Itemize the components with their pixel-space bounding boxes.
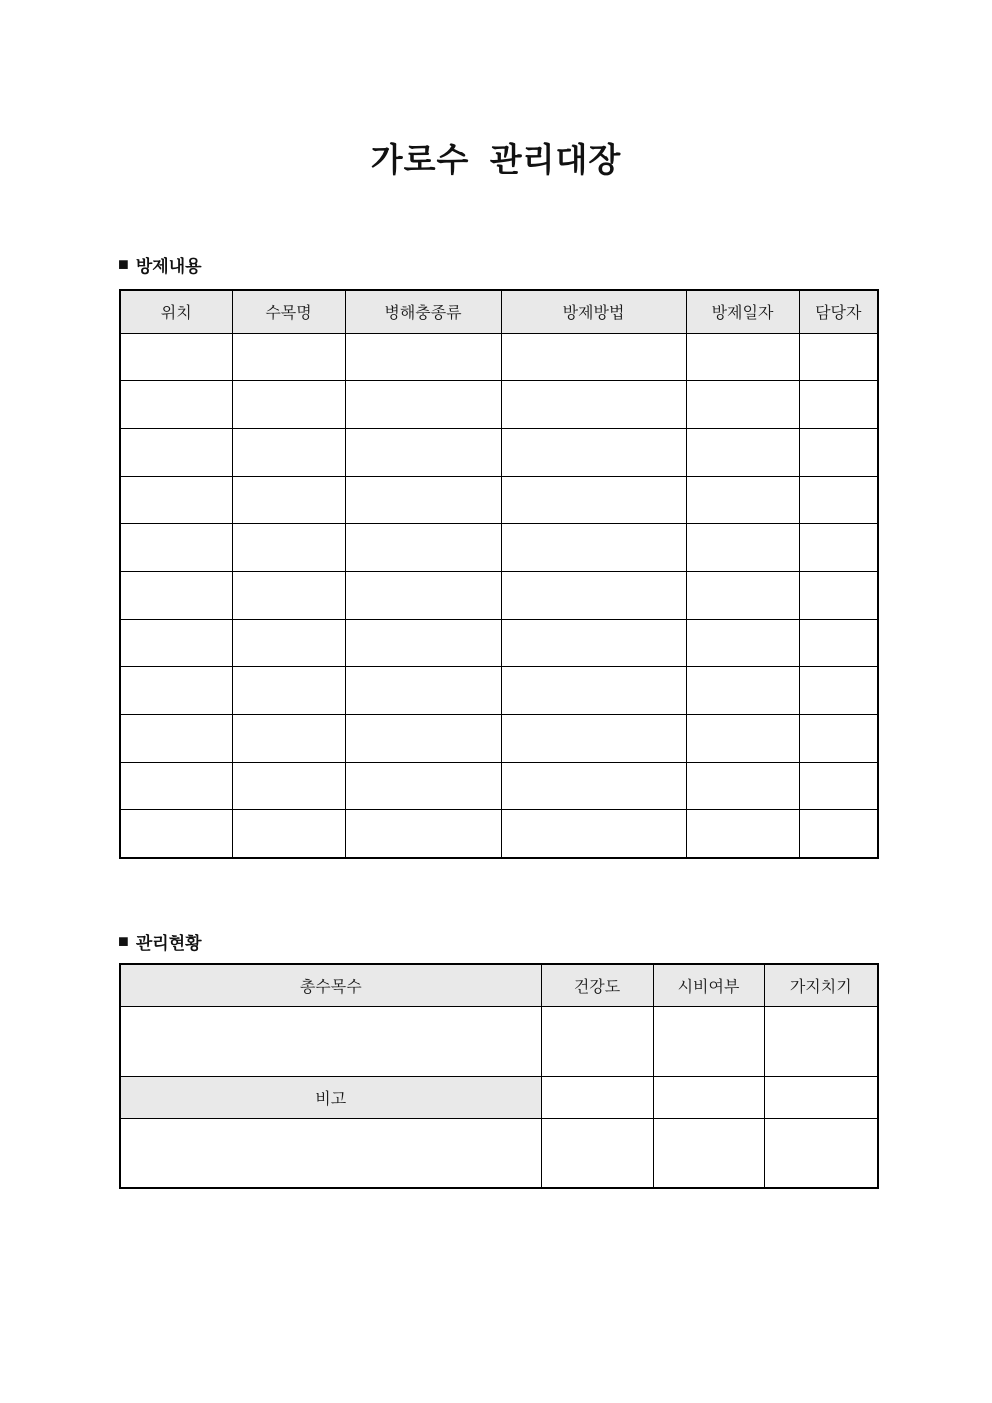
pest-table-input-cell[interactable] — [345, 619, 501, 667]
pest-table-input-cell[interactable] — [501, 428, 686, 476]
pest-table-input-cell[interactable] — [345, 428, 501, 476]
pest-table-input-cell[interactable] — [232, 715, 345, 763]
pest-table-empty-row — [120, 571, 878, 619]
pest-table-input-cell[interactable] — [120, 524, 232, 572]
pest-table-input-cell[interactable] — [686, 428, 799, 476]
pest-table-input-cell[interactable] — [345, 715, 501, 763]
pest-table-input-cell[interactable] — [799, 571, 878, 619]
column-header-pruning: 가지치기 — [764, 964, 878, 1006]
pest-table-input-cell[interactable] — [686, 381, 799, 429]
pest-table-input-cell[interactable] — [686, 810, 799, 858]
pest-table-input-cell[interactable] — [345, 333, 501, 381]
column-header-tree-name: 수목명 — [232, 290, 345, 333]
management-status-table — [119, 963, 879, 1189]
pest-table-input-cell[interactable] — [501, 762, 686, 810]
pest-table-empty-row — [120, 810, 878, 858]
pest-table-input-cell[interactable] — [501, 333, 686, 381]
pest-table-input-cell[interactable] — [232, 619, 345, 667]
pest-table-input-cell[interactable] — [232, 524, 345, 572]
pest-table-input-cell[interactable] — [232, 333, 345, 381]
pest-table-input-cell[interactable] — [799, 762, 878, 810]
section-header-management-status — [118, 929, 202, 954]
health-input-cell[interactable] — [541, 1006, 653, 1076]
pest-control-table — [119, 289, 879, 859]
column-header-pest-type: 병해충종류 — [345, 290, 501, 333]
pest-table-input-cell[interactable] — [686, 667, 799, 715]
section-title-management-status: 관리현황 — [135, 934, 202, 953]
pest-table-input-cell[interactable] — [799, 619, 878, 667]
pest-table-body — [120, 333, 878, 858]
pest-table-input-cell[interactable] — [501, 715, 686, 763]
pest-table-input-cell[interactable] — [345, 571, 501, 619]
pest-table-input-cell[interactable] — [686, 619, 799, 667]
pest-table-input-cell[interactable] — [345, 762, 501, 810]
empty-input-cell[interactable] — [764, 1076, 878, 1118]
pest-table-empty-row — [120, 381, 878, 429]
management-values-row — [120, 1006, 878, 1076]
management-table-header-row — [120, 964, 878, 1006]
pest-table-empty-row — [120, 715, 878, 763]
pest-table-input-cell[interactable] — [501, 524, 686, 572]
pest-table-input-cell[interactable] — [686, 524, 799, 572]
pest-table-input-cell[interactable] — [799, 810, 878, 858]
pest-table-input-cell[interactable] — [686, 476, 799, 524]
pest-table-input-cell[interactable] — [120, 571, 232, 619]
section-header-pest-control — [118, 252, 202, 277]
pest-table-input-cell[interactable] — [799, 333, 878, 381]
pest-table-empty-row — [120, 619, 878, 667]
pest-table-input-cell[interactable] — [120, 619, 232, 667]
pest-table-input-cell[interactable] — [120, 715, 232, 763]
pest-table-input-cell[interactable] — [345, 524, 501, 572]
pest-table-input-cell[interactable] — [120, 381, 232, 429]
square-bullet-icon: ■ — [118, 253, 129, 274]
pest-table-input-cell[interactable] — [799, 428, 878, 476]
pest-table-input-cell[interactable] — [345, 667, 501, 715]
pest-table-input-cell[interactable] — [501, 381, 686, 429]
column-header-total-trees: 총수목수 — [120, 964, 541, 1006]
empty-input-cell[interactable] — [653, 1076, 764, 1118]
column-header-location: 위치 — [120, 290, 232, 333]
pest-table-input-cell[interactable] — [686, 333, 799, 381]
pest-table-input-cell[interactable] — [120, 810, 232, 858]
pest-table-empty-row — [120, 524, 878, 572]
empty-input-cell[interactable] — [541, 1076, 653, 1118]
remarks-label-row — [120, 1076, 878, 1118]
square-bullet-icon: ■ — [118, 930, 129, 951]
pest-table-input-cell[interactable] — [345, 810, 501, 858]
pest-table-input-cell[interactable] — [501, 571, 686, 619]
pest-table-input-cell[interactable] — [501, 619, 686, 667]
section-title-pest-control: 방제내용 — [135, 257, 202, 276]
remarks-input-cell[interactable] — [120, 1118, 541, 1188]
pest-table-input-cell[interactable] — [232, 571, 345, 619]
pest-table-input-cell[interactable] — [686, 715, 799, 763]
pest-table-empty-row — [120, 476, 878, 524]
pest-table-empty-row — [120, 667, 878, 715]
pest-table-input-cell[interactable] — [686, 762, 799, 810]
pest-table-empty-row — [120, 333, 878, 381]
pest-table-input-cell[interactable] — [501, 810, 686, 858]
pest-table-input-cell[interactable] — [799, 715, 878, 763]
pest-table-input-cell[interactable] — [501, 667, 686, 715]
total-trees-input-cell[interactable] — [120, 1006, 541, 1076]
pest-table-input-cell[interactable] — [120, 476, 232, 524]
column-header-fertilization: 시비여부 — [653, 964, 764, 1006]
fertilization-input-cell[interactable] — [653, 1006, 764, 1076]
pruning-input-cell[interactable] — [764, 1006, 878, 1076]
empty-input-cell[interactable] — [764, 1118, 878, 1188]
pest-table-input-cell[interactable] — [232, 428, 345, 476]
empty-input-cell[interactable] — [541, 1118, 653, 1188]
pest-table-input-cell[interactable] — [799, 476, 878, 524]
pest-table-input-cell[interactable] — [501, 476, 686, 524]
pest-table-input-cell[interactable] — [799, 667, 878, 715]
remarks-values-row — [120, 1118, 878, 1188]
pest-table-input-cell[interactable] — [345, 476, 501, 524]
column-header-control-date: 방제일자 — [686, 290, 799, 333]
column-header-control-method: 방제방법 — [501, 290, 686, 333]
column-header-health: 건강도 — [541, 964, 653, 1006]
pest-table-input-cell[interactable] — [345, 381, 501, 429]
pest-table-input-cell[interactable] — [799, 524, 878, 572]
pest-table-input-cell[interactable] — [232, 476, 345, 524]
pest-table-input-cell[interactable] — [120, 762, 232, 810]
column-header-person-in-charge: 담당자 — [799, 290, 878, 333]
pest-table-input-cell[interactable] — [799, 381, 878, 429]
document-title: 가로수 관리대장 — [370, 141, 622, 178]
remarks-label-cell: 비고 — [120, 1076, 541, 1118]
empty-input-cell[interactable] — [653, 1118, 764, 1188]
pest-table-input-cell[interactable] — [120, 333, 232, 381]
pest-table-input-cell[interactable] — [232, 381, 345, 429]
pest-table-input-cell[interactable] — [686, 571, 799, 619]
pest-table-empty-row — [120, 762, 878, 810]
pest-table-empty-row — [120, 428, 878, 476]
pest-table-input-cell[interactable] — [232, 667, 345, 715]
pest-table-input-cell[interactable] — [120, 428, 232, 476]
pest-table-header-row — [120, 290, 878, 333]
pest-table-input-cell[interactable] — [232, 762, 345, 810]
pest-table-input-cell[interactable] — [120, 667, 232, 715]
pest-table-input-cell[interactable] — [232, 810, 345, 858]
